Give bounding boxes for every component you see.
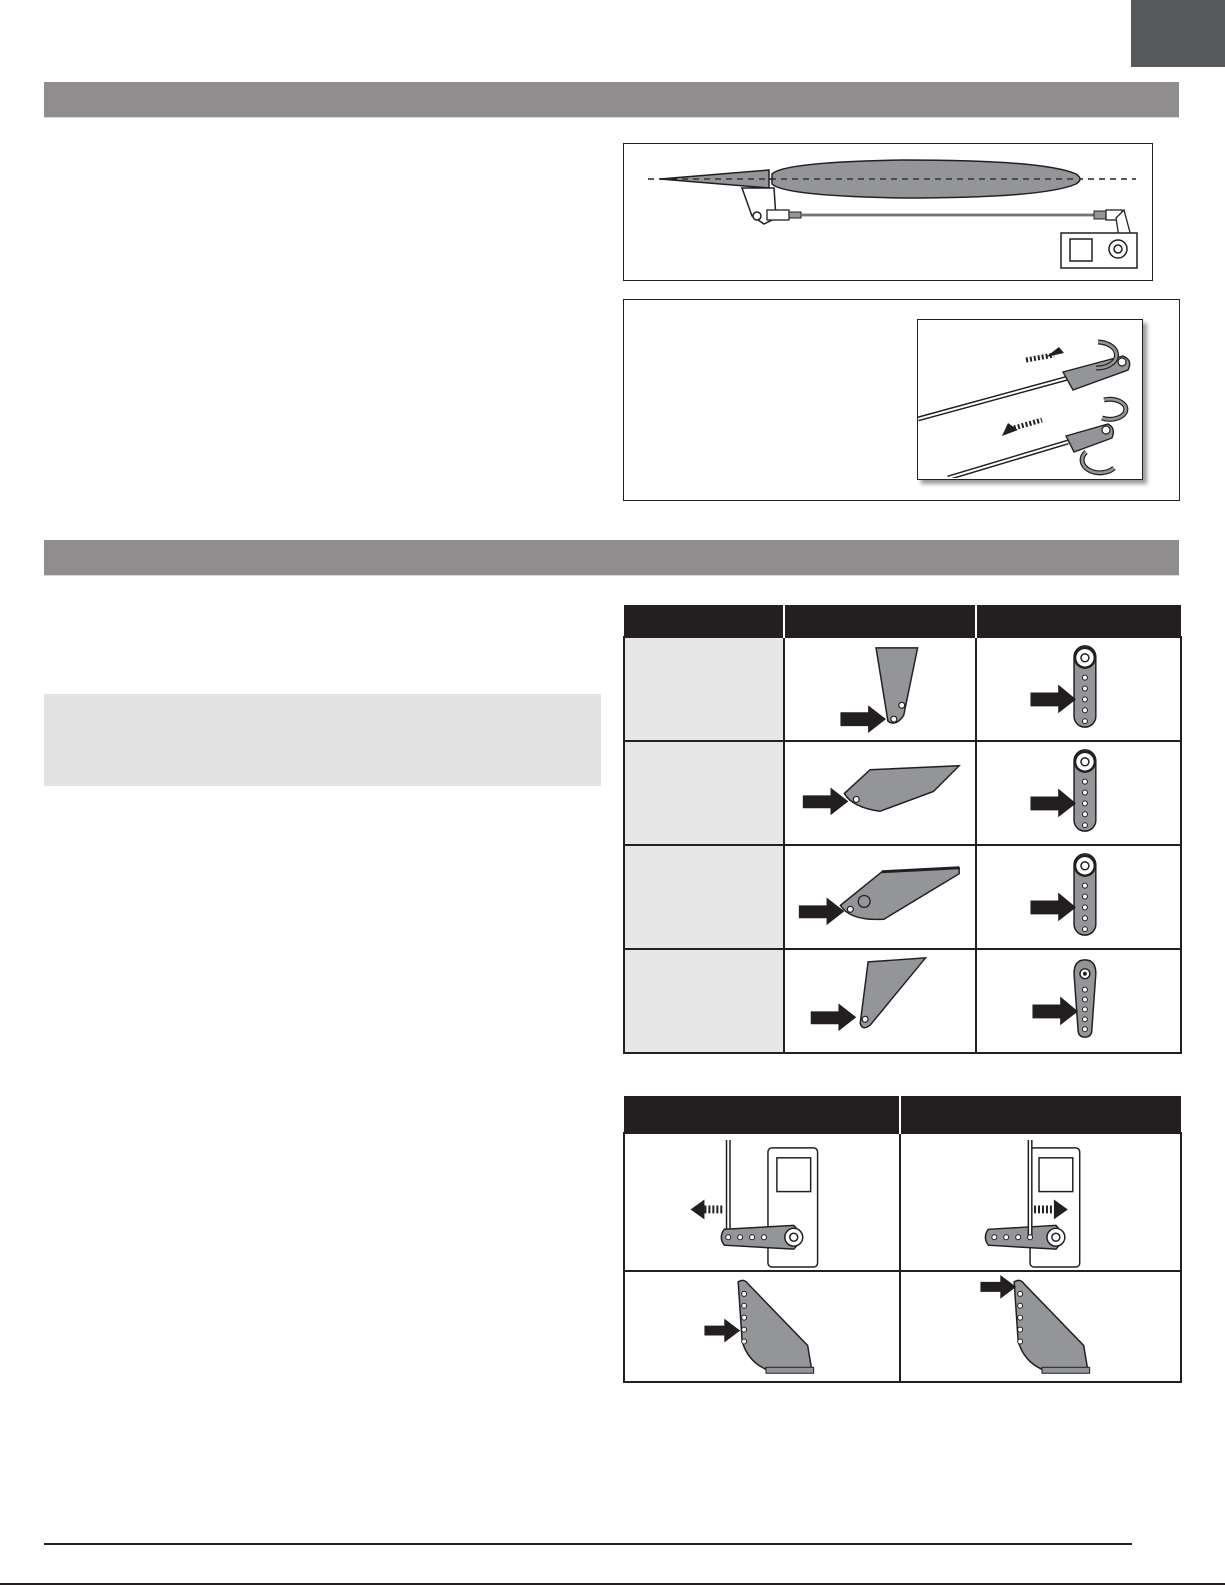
horn-settings-table [623, 605, 1182, 1054]
push-arrow-icon [1026, 347, 1064, 360]
push-arrow-icon [1030, 893, 1076, 922]
note-box [44, 694, 601, 786]
clevis-adjust-inset [917, 319, 1143, 480]
throw-adjust-table [623, 1096, 1182, 1383]
push-arrow-icon [704, 1319, 740, 1343]
header-cell-3 [976, 605, 1181, 637]
control-linkage-figure [623, 143, 1153, 281]
section-header-bar-2 [44, 540, 1179, 576]
control-horn-icon [901, 1272, 1180, 1381]
control-linkage-icon [624, 144, 1151, 279]
horn-cell [784, 637, 976, 741]
header-cell-1 [624, 605, 784, 637]
horn-cell [784, 741, 976, 845]
horn-cell [784, 845, 976, 949]
control-horn-icon [785, 638, 975, 740]
servo-arm-icon [625, 1134, 899, 1270]
servo-arm-icon [977, 742, 1180, 844]
control-horn-icon [785, 950, 975, 1052]
table-row [624, 1271, 1181, 1382]
horn-cell [784, 949, 976, 1053]
section-header-bar-1 [44, 82, 1179, 118]
table-row [624, 1133, 1181, 1271]
header-cell-1 [624, 1096, 900, 1133]
header-cell-2 [900, 1096, 1181, 1133]
servo-arm-cell [976, 845, 1181, 949]
push-arrow-icon [1032, 996, 1078, 1025]
servo-arm-cell [976, 741, 1181, 845]
footer-rule [44, 1543, 1132, 1545]
push-arrow-icon [803, 788, 849, 816]
table-row [624, 949, 1181, 1053]
servo-arm-cell [976, 637, 1181, 741]
horn-cell [624, 1271, 900, 1382]
header-cell-2 [784, 605, 976, 637]
clevis-adjust-icon [918, 320, 1141, 478]
table-row [624, 637, 1181, 741]
servo-arm-icon [977, 950, 1180, 1052]
table-header-row [624, 605, 1181, 637]
servo-arm-icon [977, 638, 1180, 740]
control-horn-icon [625, 1272, 899, 1381]
push-arrow-icon [1030, 789, 1076, 818]
row-label-cell [624, 741, 784, 845]
servo-cell [624, 1133, 900, 1271]
servo-cell [900, 1133, 1181, 1271]
servo-arm-icon [901, 1134, 1180, 1270]
row-label-cell [624, 845, 784, 949]
servo-arm-icon [977, 846, 1180, 948]
row-label-cell [624, 949, 784, 1053]
table-header-row [624, 1096, 1181, 1133]
table-row [624, 741, 1181, 845]
clevis-adjust-figure [623, 299, 1180, 501]
horn-cell [900, 1271, 1181, 1382]
push-arrow-icon [1030, 685, 1076, 714]
page-tab [1131, 0, 1225, 67]
push-arrow-icon [811, 1003, 857, 1031]
push-arrow-icon [840, 705, 886, 733]
control-horn-icon [785, 846, 975, 948]
servo-arm-cell [976, 949, 1181, 1053]
row-label-cell [624, 637, 784, 741]
table-row [624, 845, 1181, 949]
pull-arrow-icon [1002, 420, 1042, 436]
push-arrow-icon [799, 897, 845, 925]
push-arrow-icon [980, 1275, 1016, 1299]
pull-arrow-icon [691, 1200, 725, 1220]
control-horn-icon [785, 742, 975, 844]
